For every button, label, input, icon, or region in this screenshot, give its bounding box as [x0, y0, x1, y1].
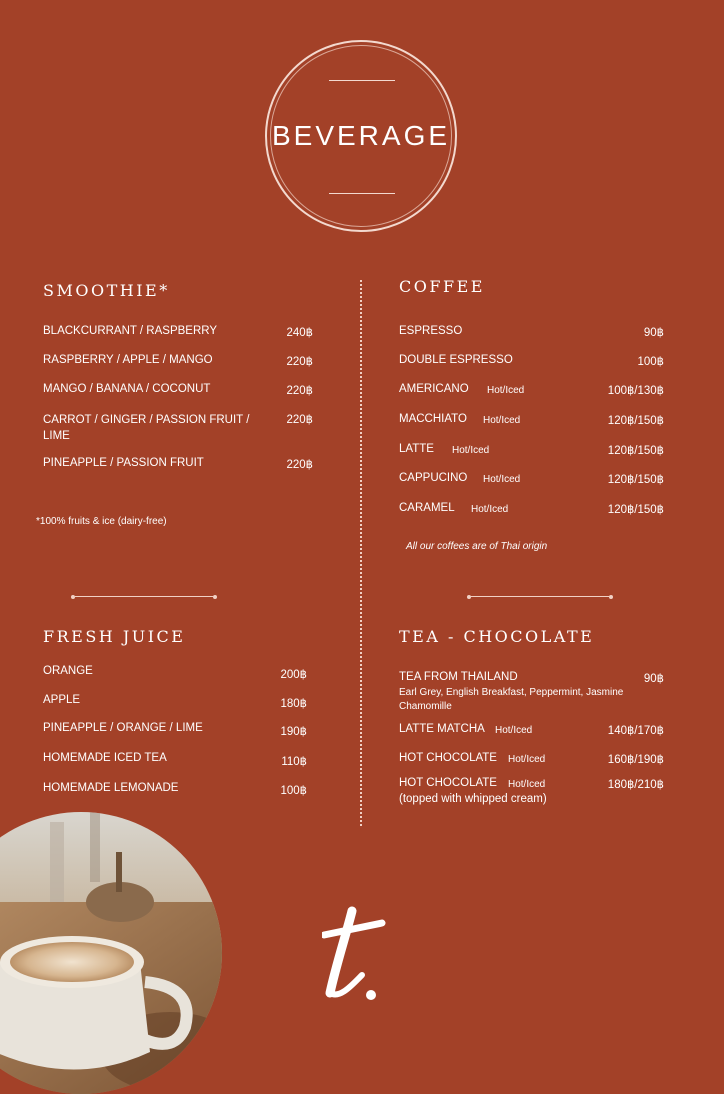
- coffee-item-option: Hot/Iced: [487, 385, 525, 396]
- ornament-line: [75, 596, 213, 597]
- juice-item-name: ORANGE: [43, 665, 93, 677]
- coffee-item-name: CARAMEL: [399, 502, 455, 514]
- juice-item-price: 180฿: [280, 698, 307, 710]
- smoothie-note: *100% fruits & ice (dairy-free): [36, 516, 167, 527]
- coffee-item-name: AMERICANO: [399, 383, 469, 395]
- tea-item-description: (topped with whipped cream): [399, 793, 547, 805]
- coffee-item-name: DOUBLE ESPRESSO: [399, 354, 513, 366]
- smoothie-item-name: RASPBERRY / APPLE / MANGO: [43, 354, 213, 366]
- smoothie-item-price: 240฿: [286, 327, 313, 339]
- coffee-title: COFFEE: [399, 277, 485, 296]
- juice-item-price: 110฿: [281, 756, 307, 768]
- juice-item-name: HOMEMADE LEMONADE: [43, 782, 179, 794]
- tea-item-price: 160฿/190฿: [607, 754, 664, 766]
- tea-item-option: Hot/Iced: [508, 754, 546, 765]
- page-title: BEVERAGE: [271, 120, 451, 151]
- badge-bottom-line: [329, 193, 395, 194]
- tea-item-price: 90฿: [643, 673, 664, 685]
- coffee-item-price: 100฿: [637, 356, 664, 368]
- juice-item-price: 200฿: [280, 669, 307, 681]
- coffee-item-option: Hot/Iced: [483, 474, 521, 485]
- coffee-item-option: Hot/Iced: [483, 415, 521, 426]
- coffee-item-name: CAPPUCINO: [399, 472, 468, 484]
- coffee-item-price: 120฿/150฿: [607, 504, 664, 516]
- coffee-item-price: 100฿/130฿: [607, 385, 664, 397]
- smoothie-item-name: CARROT / GINGER / PASSION FRUIT / LIME: [43, 414, 250, 442]
- smoothie-item-price: 220฿: [286, 356, 313, 368]
- coffee-cup-photo: [0, 812, 222, 1094]
- smoothie-item-name: PINEAPPLE / PASSION FRUIT: [43, 457, 204, 469]
- juice-item-price: 190฿: [280, 726, 307, 738]
- ornament-dot: [609, 595, 613, 599]
- column-divider: [360, 280, 362, 826]
- tea-item-description: Earl Grey, English Breakfast, Peppermint, Jasmine Chamomille: [399, 687, 624, 712]
- tea-chocolate-title: TEA - CHOCOLATE: [399, 627, 595, 646]
- ornament-dot: [213, 595, 217, 599]
- tea-item-name: LATTE MATCHA: [399, 723, 485, 735]
- ornament-line: [471, 596, 609, 597]
- juice-item-price: 100฿: [280, 785, 307, 797]
- coffee-item-name: MACCHIATO: [399, 413, 467, 425]
- coffee-item-price: 120฿/150฿: [607, 415, 664, 427]
- tea-item-price: 140฿/170฿: [607, 725, 664, 737]
- coffee-item-name: ESPRESSO: [399, 325, 463, 337]
- coffee-item-option: Hot/Iced: [452, 445, 490, 456]
- smoothie-item-price: 220฿: [286, 459, 313, 471]
- tea-item-price: 180฿/210฿: [607, 779, 664, 791]
- smoothie-item-price: 220฿: [286, 414, 313, 426]
- smoothie-title: SMOOTHIE*: [43, 281, 170, 300]
- juice-item-name: PINEAPPLE / ORANGE / LIME: [43, 722, 203, 734]
- coffee-note: All our coffees are of Thai origin: [406, 541, 548, 552]
- smoothie-item-price: 220฿: [286, 385, 313, 397]
- tea-item-name: HOT CHOCOLATE: [399, 752, 497, 764]
- brand-logo: [322, 905, 392, 1010]
- tea-item-option: Hot/Iced: [508, 779, 546, 790]
- badge-top-line: [329, 80, 395, 81]
- fresh-juice-title: FRESH JUICE: [43, 627, 186, 646]
- tea-item-name: TEA FROM THAILAND: [399, 671, 518, 683]
- coffee-item-name: LATTE: [399, 443, 434, 455]
- smoothie-item-name: BLACKCURRANT / RASPBERRY: [43, 325, 218, 337]
- coffee-item-option: Hot/Iced: [471, 504, 509, 515]
- coffee-item-price: 120฿/150฿: [607, 445, 664, 457]
- tea-item-option: Hot/Iced: [495, 725, 533, 736]
- coffee-item-price: 90฿: [643, 327, 664, 339]
- juice-item-name: APPLE: [43, 694, 81, 706]
- smoothie-item-name: MANGO / BANANA / COCONUT: [43, 383, 211, 395]
- coffee-item-price: 120฿/150฿: [607, 474, 664, 486]
- tea-item-name: HOT CHOCOLATE: [399, 777, 497, 789]
- juice-item-name: HOMEMADE ICED TEA: [43, 752, 167, 764]
